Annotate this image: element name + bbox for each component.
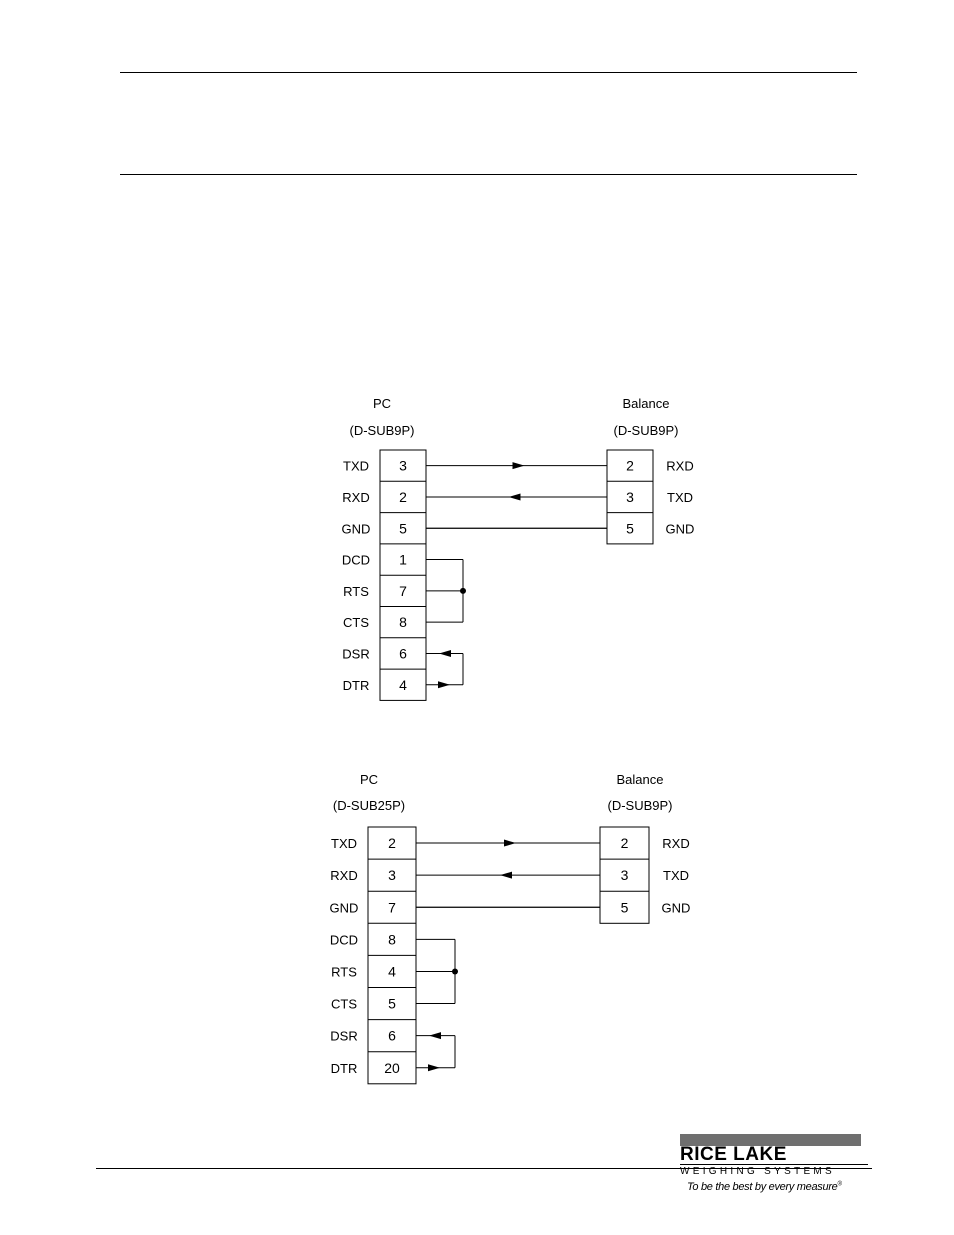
diagram2-right-signal-rxd: RXD (662, 836, 690, 852)
diagram2-arrow-dtr (428, 1064, 440, 1071)
diagram2-right-pin-rxd: 2 (620, 835, 629, 852)
diagram1-arrow-rxd (509, 493, 521, 500)
diagram2-right-signal-gnd: GND (661, 900, 691, 916)
diagram1-arrow-txd (513, 462, 525, 469)
diagram2-left-signal-dsr: DSR (330, 1028, 358, 1044)
diagram1-left-pin-txd: 3 (399, 457, 407, 474)
logo-tagline: To be the best by every measure® (687, 1181, 842, 1193)
diagram2-left-pin-rxd: 3 (388, 867, 396, 884)
diagram2-left-signal-dcd: DCD (329, 932, 359, 948)
diagram1-left-signal-dcd: DCD (341, 552, 371, 568)
logo-subtitle: WEIGHING SYSTEMS (680, 1166, 836, 1177)
diagram1-right-pin-rxd: 2 (626, 457, 634, 474)
diagram2-junction-dot (452, 968, 458, 974)
diagram1-left-pin-dcd: 1 (399, 551, 407, 568)
diagram1-right-title: Balance (622, 396, 670, 411)
diagram2-left-pin-cts: 5 (388, 995, 396, 1012)
diagram1-right-pin-txd: 3 (626, 488, 634, 505)
diagram1-left-signal-cts: CTS (343, 615, 369, 631)
diagram1-left-pin-rts: 7 (399, 582, 407, 599)
diagram1-left-signal-txd: TXD (343, 458, 369, 474)
diagram2-arrow-rxd (500, 872, 512, 879)
diagram1-left-connector: (D-SUB9P) (349, 423, 415, 438)
diagram1-left-pin-rxd: 2 (399, 488, 407, 505)
diagram2-left-pin-dsr: 6 (388, 1027, 396, 1044)
diagram1-left-title: PC (372, 396, 392, 411)
diagram1-left-pin-gnd: 5 (399, 520, 407, 537)
diagram1-left-pin-dsr: 6 (399, 645, 407, 662)
diagram1-junction-dot (460, 588, 466, 594)
diagram2-left-signal-cts: CTS (331, 996, 357, 1012)
diagram1-right-signal-txd: TXD (667, 489, 693, 505)
diagram2-left-pin-dcd: 8 (388, 931, 396, 948)
diagram1-left-pin-cts: 8 (399, 614, 407, 631)
diagram1-left-signal-rxd: RXD (342, 489, 370, 505)
diagram2-left-pin-txd: 2 (388, 835, 396, 852)
diagram1-right-connector: (D-SUB9P) (613, 423, 679, 438)
diagram2-arrow-txd (504, 840, 516, 847)
diagram1-arrow-dsr (439, 650, 451, 657)
diagram1-left-signal-rts: RTS (343, 583, 369, 599)
diagram1-left-signal-gnd: GND (341, 521, 371, 537)
diagram1-right-pin-gnd: 5 (626, 520, 634, 537)
diagram2-right-signal-txd: TXD (663, 868, 689, 884)
diagram2-left-signal-txd: TXD (331, 836, 357, 852)
diagram2-left-signal-gnd: GND (329, 900, 359, 916)
diagram2-left-signal-rxd: RXD (330, 868, 358, 884)
diagram2-left-pin-gnd: 7 (388, 899, 396, 916)
diagram2-left-pin-dtr: 20 (384, 1059, 400, 1076)
diagram2-left-signal-dtr: DTR (330, 1060, 358, 1076)
diagram2-left-connector: (D-SUB25P) (332, 798, 406, 813)
diagram1-arrow-dtr (438, 681, 450, 688)
diagram2-right-pin-gnd: 5 (620, 899, 629, 916)
diagram1-right-signal-rxd: RXD (666, 458, 694, 474)
diagram2-left-signal-rts: RTS (331, 964, 357, 980)
logo-wordmark: RICE LAKE (680, 1144, 787, 1165)
diagram2-arrow-dsr (429, 1032, 441, 1039)
diagram1-left-signal-dtr: DTR (342, 677, 370, 693)
diagram2-left-pin-rts: 4 (388, 963, 396, 980)
diagram2-right-pin-txd: 3 (620, 867, 629, 884)
logo-divider (680, 1164, 868, 1165)
diagram2-right-connector: (D-SUB9P) (607, 798, 673, 813)
diagram1-right-signal-gnd: GND (665, 521, 695, 537)
diagram1-left-signal-dsr: DSR (342, 646, 370, 662)
diagram2-left-title: PC (359, 772, 379, 787)
diagram2-right-title: Balance (616, 772, 664, 787)
diagram1-left-pin-dtr: 4 (399, 676, 407, 693)
